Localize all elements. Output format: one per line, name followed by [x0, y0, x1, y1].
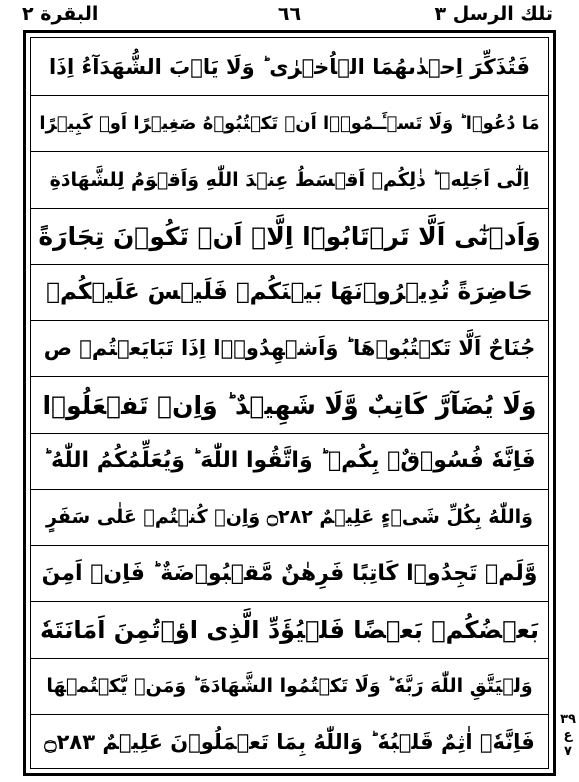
surah-name: البقرة ٢ — [22, 3, 99, 25]
line-text: وَاللّٰهُ بِكُلِّ شَىۡءٍ عَلِيۡمٌ ۝٢٨٢ وَاِنۡ كُنۡتُمۡ عَلٰى سَفَرٍ — [46, 505, 533, 528]
juz-name: تلك الرسل ٣ — [434, 3, 553, 25]
line-text: وَّلَمۡ تَجِدُوۡا كَاتِبًا فَرِهٰنٌ مَّقۡبُوۡضَةٌ ؕ فَاِنۡ اَمِنَ — [41, 560, 538, 586]
text-line — [30, 152, 549, 208]
text-lines — [30, 40, 549, 770]
text-line — [30, 209, 549, 265]
line-text: فَاِنَّهٗۤ اٰثِمٌ قَلۡبُهٗ ؕ وَاللّٰهُ بِمَا تَعۡمَلُوۡنَ عَلِيۡمٌ ۝٢٨٣ — [44, 729, 535, 754]
text-line — [30, 434, 549, 490]
text-line — [30, 321, 549, 377]
text-line — [30, 490, 549, 546]
text-line — [30, 96, 549, 152]
line-text: وَلۡيَتَّقِ اللّٰهَ رَبَّهٗ ؕ وَلَا تَكۡتُمُوا الشَّهَادَةَ ؕ وَمَنۡ يَّكۡتُمۡهَا — [46, 674, 533, 697]
page-header — [0, 0, 579, 30]
line-text: فَتُذَكِّرَ اِحۡدٰىهُمَا الۡاُخۡرٰى ؕ وَلَا يَاۡبَ الشُّهَدَآءُ اِذَا — [48, 55, 531, 80]
line-text: وَلَا يُضَآرَّ كَاتِبٌ وَّلَا شَهِيۡدٌ ؕ وَاِنۡ تَفۡعَلُوۡا — [42, 390, 537, 420]
text-line — [30, 715, 549, 770]
text-line — [30, 377, 549, 433]
line-text: بَعۡضُكُمۡ بَعۡضًا فَلۡيُؤَدِّ الَّذِى اؤۡتُمِنَ اَمَانَتَهٗ — [39, 615, 540, 644]
ruku-bottom-number: ٧ — [564, 744, 572, 759]
text-line — [30, 659, 549, 715]
line-text: حَاضِرَةً تُدِيۡرُوۡنَهَا بَيۡنَكُمۡ فَلَيۡسَ عَلَيۡكُمۡ — [46, 279, 533, 306]
text-line — [30, 602, 549, 658]
ruku-top-number: ٣٩ — [560, 712, 576, 727]
text-line — [30, 40, 549, 96]
line-text: فَاِنَّهٗ فُسُوۡقٌۢ بِكُمۡ ؕ وَاتَّقُوا اللّٰهَ ؕ وَيُعَلِّمُكُمُ اللّٰهُ ؕ — [43, 448, 536, 474]
line-text: وَاَدۡنٰٓى اَلَّا تَرۡتَابُوۡٓا اِلَّاۤ اَنۡ تَكُوۡنَ تِجَارَةً — [38, 221, 541, 251]
line-text: اِلٰٓى اَجَلِهٖ ؕ ذٰلِكُمۡ اَقۡسَطُ عِنۡدَ اللّٰهِ وَاَقۡوَمُ لِلشَّهَادَةِ — [49, 168, 530, 191]
line-text: مَا دُعُوۡا ؕ وَلَا تَسۡـَٔـمُوۡۤا اَنۡ تَكۡتُبُوۡهُ صَغِيۡرًا اَوۡ كَبِيۡرًا — [39, 112, 540, 134]
line-text: جُنَاحٌ اَلَّا تَكۡتُبُوۡهَا ؕ وَاَشۡهِدُوۡۤا اِذَا تَبَايَعۡتُمۡ ص — [43, 336, 536, 361]
text-line — [30, 546, 549, 602]
ruku-sign: ع — [563, 728, 573, 743]
ruku-marker — [558, 712, 578, 776]
page-number: ٦٦ — [277, 3, 302, 25]
text-line — [30, 265, 549, 321]
